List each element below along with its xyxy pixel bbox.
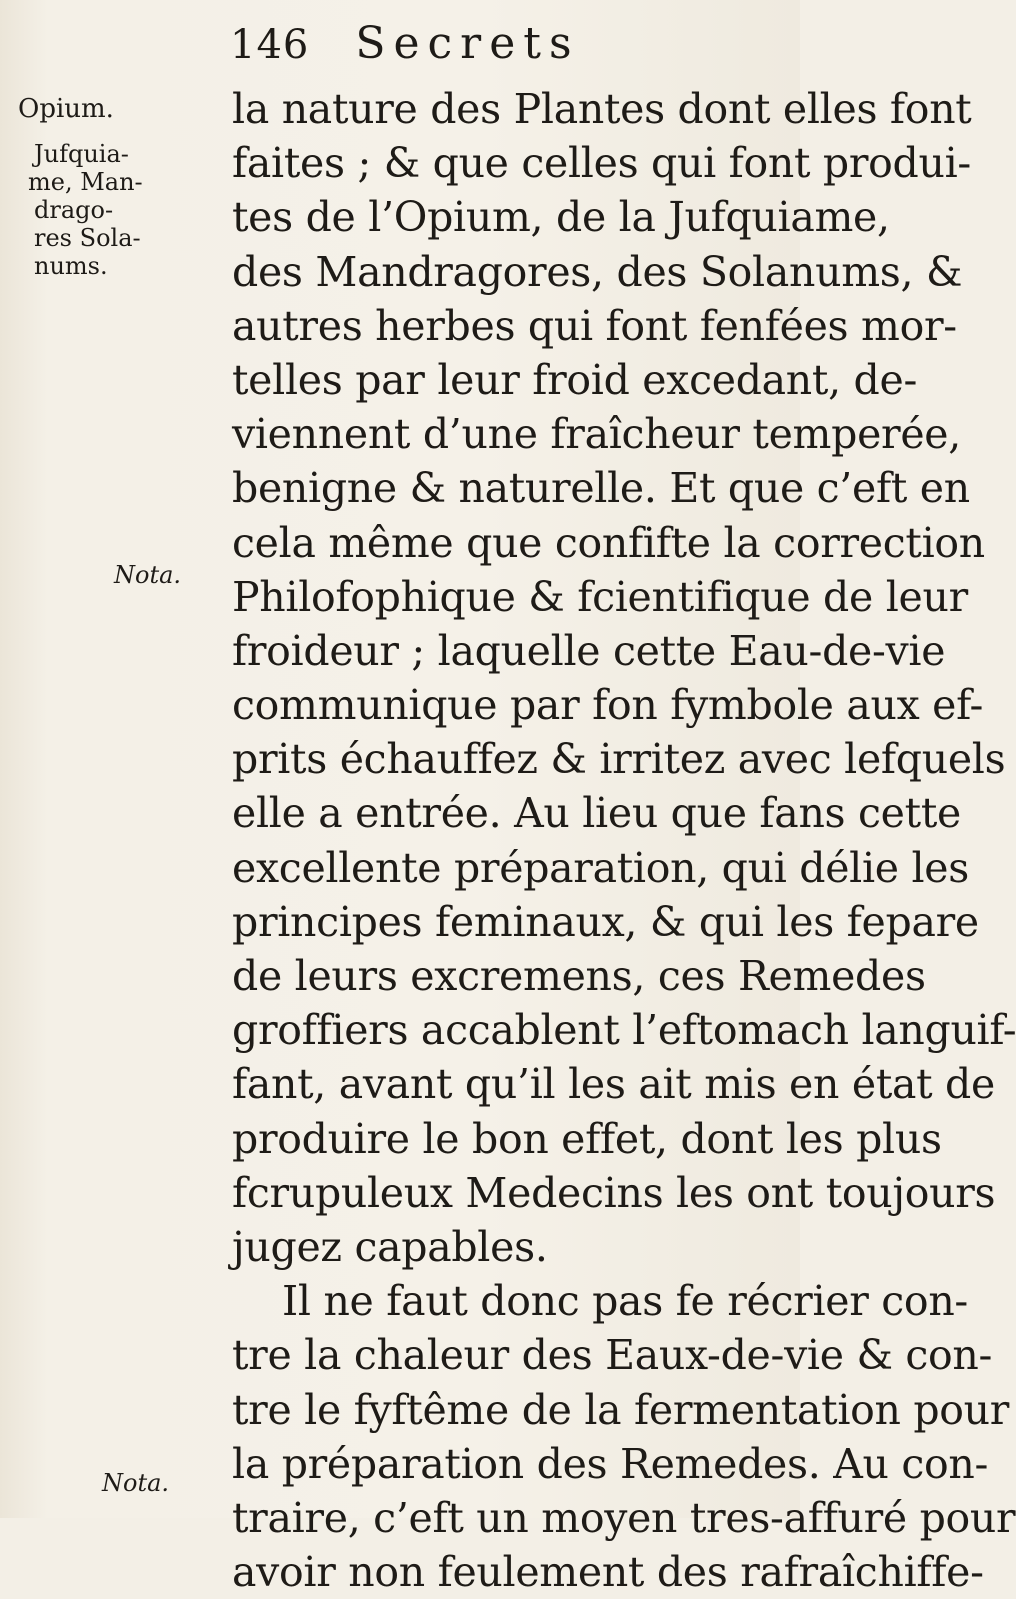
text-line: excellente préparation, qui délie les xyxy=(232,843,970,892)
body-text xyxy=(232,82,1016,1599)
margin-note-line: Nota. xyxy=(102,1469,170,1497)
text-line: autres herbes qui font fenfées mor- xyxy=(232,301,957,350)
text-line: principes feminaux, & qui les fepare xyxy=(232,897,979,946)
margin-note-line: Opium. xyxy=(18,94,114,124)
text-line: groffiers accablent l’eftomach languif- xyxy=(232,1006,1016,1055)
text-line: fant, avant qu’il les ait mis en état de xyxy=(232,1060,995,1109)
margin-note-line: Jufquia- xyxy=(34,140,129,168)
text-line: de leurs excremens, ces Remedes xyxy=(232,952,926,1000)
text-line: tre la chaleur des Eaux-de-vie & con- xyxy=(232,1331,993,1380)
page-number: 146 xyxy=(230,22,310,68)
text-line: telles par leur froid excedant, de- xyxy=(232,355,917,404)
text-line: cela même que confifte la correction xyxy=(232,518,985,567)
margin-note-line: me, Man- xyxy=(28,168,143,196)
text-line: froideur ; laquelle cette Eau-de-vie xyxy=(232,626,946,675)
margin-note-opium xyxy=(18,96,114,123)
text-line: viennent d’une fraîcheur temperée, xyxy=(232,410,962,459)
running-title: Secrets xyxy=(355,18,580,69)
text-line: elle a entrée. Au lieu que fans cette xyxy=(232,789,961,838)
margin-note-line: Nota. xyxy=(114,561,182,589)
text-line: fcrupuleux Medecins les ont toujours xyxy=(232,1168,996,1217)
text-line: benigne & naturelle. Et que c’eft en xyxy=(232,464,970,513)
page-header xyxy=(230,18,580,78)
text-line: avoir non feulement des rafraîchiffe- xyxy=(232,1548,984,1597)
text-line: prits échauffez & irritez avec lefquels xyxy=(232,735,1006,784)
text-line: faites ; & que celles qui font produi- xyxy=(232,139,971,188)
text-line: des Mandragores, des Solanums, & xyxy=(232,247,963,296)
text-line: produire le bon effet, dont les plus xyxy=(232,1114,942,1163)
text-line: communique par fon fymbole aux ef- xyxy=(232,681,984,730)
text-line: jugez capables. xyxy=(232,1222,548,1271)
text-line: tre le fyftême de la fermentation pour xyxy=(232,1385,1010,1434)
text-line: la nature des Plantes dont elles font xyxy=(232,85,972,133)
text-line: Philofophique & fcientifique de leur xyxy=(232,572,968,621)
margin-note-line: res Sola- xyxy=(34,224,141,252)
margin-note-line: nums. xyxy=(34,252,108,280)
text-line: la préparation des Remedes. Au con- xyxy=(232,1439,989,1488)
margin-note-nota xyxy=(114,562,181,589)
text-line: traire, c’eft un moyen tres-affuré pour xyxy=(232,1493,1016,1542)
text-line: Il ne faut donc pas fe récrier con- xyxy=(282,1277,968,1326)
margin-note-line: drago- xyxy=(34,196,114,224)
text-line: tes de l’Opium, de la Jufquiame, xyxy=(232,193,890,242)
margin-note-plants xyxy=(28,140,143,280)
margin-note-nota xyxy=(102,1470,169,1497)
